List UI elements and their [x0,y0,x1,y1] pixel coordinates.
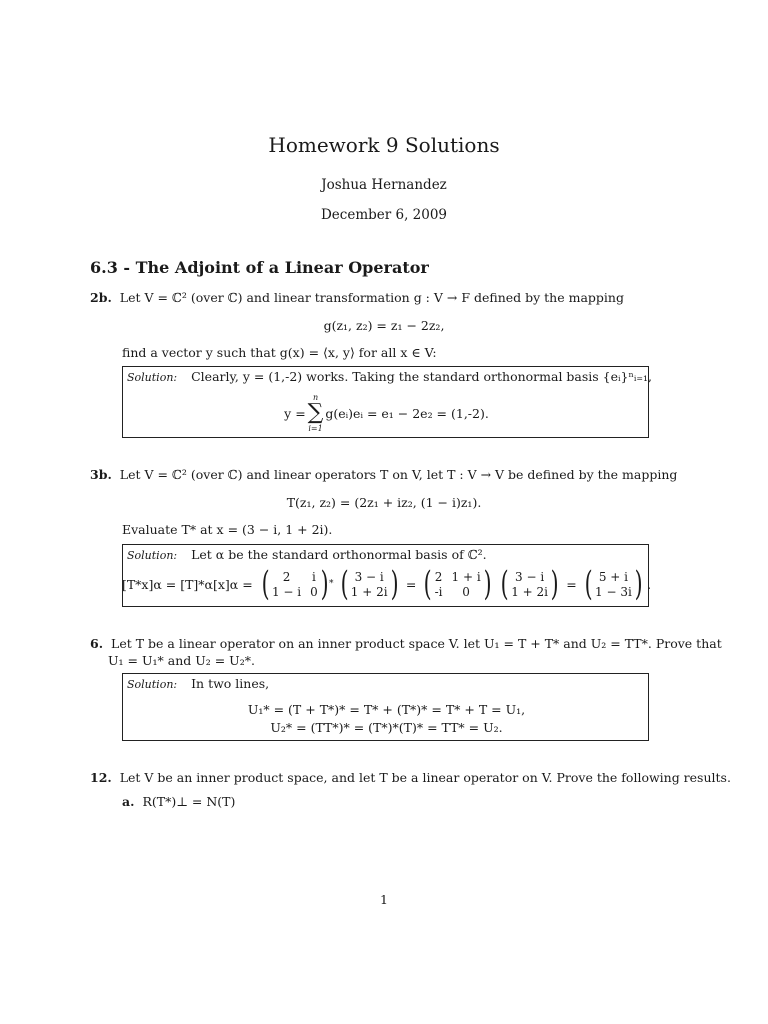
problem-6-label: 6. [90,636,104,651]
problem-3b-question: Evaluate T* at x = (3 − i, 1 + 2i). [122,522,333,537]
section-heading: 6.3 - The Adjoint of a Linear Operator [90,258,429,277]
problem-3b-matrix-equation: [T*x]α = [T]*α[x]α = ( 2 i 1 − i 0 ) * ( 3 − i 1 + 2i ) = ( 2 1 + i -i 0 ) ( 3 − i 1 + 2i ) = ( 5 + i 1 − 3i ) . [121,564,652,604]
problem-2b-label: 2b. [90,290,112,305]
page-number: 1 [380,892,388,907]
problem-2b-solution-box [122,366,653,438]
document-date: December 6, 2009 [320,207,448,223]
sigma-glyph: ∑ [307,400,324,425]
problem-6-solution-box [122,673,649,741]
problem-12a-text: R(T*)⊥ = N(T) [142,794,236,809]
sum-rhs: g(eᵢ)eᵢ = e₁ − 2e₂ = (1,-2). [325,405,489,421]
result-vector: ( 5 + i 1 − 3i ) [584,564,643,604]
problem-3b-solution-intro [127,547,487,562]
sum-lhs: y = [284,405,306,421]
proof-line-2: U₂* = (TT*)* = (T*)*(T)* = TT* = U₂. [270,720,503,735]
problem-12-label: 12. [90,770,112,785]
vector-x-repeat: ( 3 − i 1 + 2i ) [500,564,559,604]
proof-line-1: U₁* = (T + T*)* = T* + (T*)* = T* + T = U₁, [247,702,526,717]
solution-text: Clearly, y = (1,-2) works. Taking the standard orthonormal basis {eᵢ}ⁿᵢ₌₁, [191,369,653,384]
document-title: Homework 9 Solutions [268,133,500,157]
solution-label: Solution: [127,549,178,562]
problem-2b-sum-equation [123,393,650,433]
problem-3b-mapping: T(z₁, z₂) = (2z₁ + iz₂, (1 − i)z₁). [286,495,482,510]
solution-text: In two lines, [191,676,270,691]
matrix-t: ( 2 i 1 − i 0 ) * [261,564,334,604]
problem-2b-text: Let V = ℂ² (over ℂ) and linear transformation g : V → F defined by the mapping [119,290,624,305]
solution-label: Solution: [127,678,178,691]
matrix-eq-lhs: [T*x]α = [T]*α[x]α = [121,576,253,592]
problem-2b-mapping: g(z₁, z₂) = z₁ − 2z₂, [323,318,445,333]
summation-symbol [308,393,324,433]
problem-12-text: Let V be an inner product space, and let T be a linear operator on V. Prove the following results. [119,770,731,785]
problem-2b-solution-intro [127,369,652,384]
problem-12a [122,794,235,809]
problem-12a-label: a. [122,794,135,809]
matrix-t-adjoint: ( 2 1 + i -i 0 ) [423,564,492,604]
problem-6-statement [90,636,722,651]
problem-6-statement-cont: U₁ = U₁* and U₂ = U₂*. [108,653,255,668]
vector-x: ( 3 − i 1 + 2i ) [340,564,399,604]
problem-3b-text: Let V = ℂ² (over ℂ) and linear operators T on V, let T : V → V be defined by the mapping [119,467,678,482]
sum-lower-limit: i=1 [308,424,323,433]
problem-6-solution-intro [127,676,269,691]
problem-6-text: Let T be a linear operator on an inner product space V. let U₁ = T + T* and U₂ = TT*. Prove that [111,636,722,651]
solution-label: Solution: [127,371,178,384]
problem-3b-label: 3b. [90,467,112,482]
problem-3b-solution-box [121,544,652,607]
solution-text: Let α be the standard orthonormal basis of ℂ². [191,547,487,562]
document-author: Joshua Hernandez [321,177,447,193]
problem-2b-question: find a vector y such that g(x) = ⟨x, y⟩ for all x ∈ V: [122,345,437,360]
problem-12-statement [90,770,731,785]
problem-2b-statement [90,290,624,305]
problem-3b-statement [90,467,677,482]
sum-upper-limit: n [312,393,319,402]
